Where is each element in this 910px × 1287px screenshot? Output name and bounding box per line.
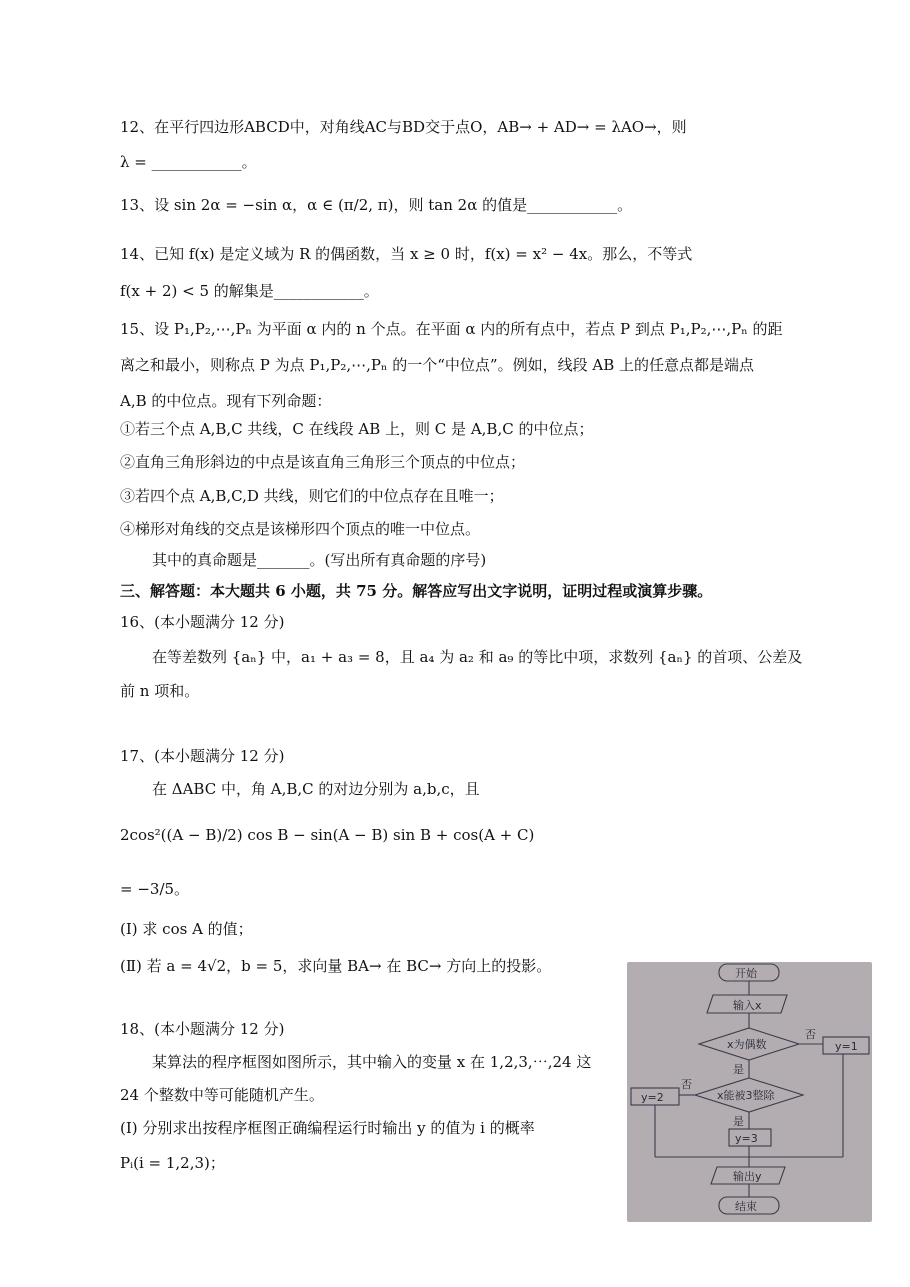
q17-part2: (Ⅱ) 若 a = 4√2，b = 5，求向量 BA→ 在 BC→ 方向上的投影。 bbox=[120, 957, 552, 975]
y2-label: y=2 bbox=[641, 1091, 664, 1104]
section-heading: 三、解答题：本大题共 6 小题，共 75 分。解答应写出文字说明，证明过程或演算步骤。 bbox=[120, 582, 713, 600]
yes-label-2: 是 bbox=[733, 1115, 744, 1128]
q18-header: 18、(本小题满分 12 分) bbox=[120, 1020, 285, 1038]
yes-label-1: 是 bbox=[733, 1063, 744, 1076]
q15-item2: ②直角三角形斜边的中点是该直角三角形三个顶点的中位点； bbox=[120, 453, 526, 471]
q18-part1-b: Pᵢ(i = 1,2,3)； bbox=[120, 1154, 225, 1172]
flowchart-diagram bbox=[627, 962, 872, 1222]
q12-line2: λ = ____________。 bbox=[120, 153, 257, 171]
q17-line1: 在 ΔABC 中，角 A,B,C 的对边分别为 a,b,c，且 bbox=[152, 780, 480, 798]
q12-line1: 12、在平行四边形ABCD中，对角线AC与BD交于点O，AB→ + AD→ = λAO→，则 bbox=[120, 118, 687, 136]
q15-line1: 15、设 P₁,P₂,⋯,Pₙ 为平面 α 内的 n 个点。在平面 α 内的所有点中，若点 P 到点 P₁,P₂,⋯,Pₙ 的距 bbox=[120, 320, 783, 338]
no-label-1: 否 bbox=[805, 1028, 816, 1041]
y1-label: y=1 bbox=[835, 1040, 858, 1053]
q16-header: 16、(本小题满分 12 分) bbox=[120, 613, 285, 631]
q15-item1: ①若三个点 A,B,C 共线，C 在线段 AB 上，则 C 是 A,B,C 的中位点； bbox=[120, 420, 594, 438]
start-label: 开始 bbox=[735, 967, 757, 980]
q18-part1: (Ⅰ) 分别求出按程序框图正确编程运行时输出 y 的值为 i 的概率 bbox=[120, 1119, 535, 1137]
q17-part1: (Ⅰ) 求 cos A 的值； bbox=[120, 920, 253, 938]
q15-answer: 其中的真命题是_______。(写出所有真命题的序号) bbox=[152, 551, 487, 569]
q18-line1: 某算法的程序框图如图所示，其中输入的变量 x 在 1,2,3,⋯,24 这 bbox=[152, 1053, 592, 1071]
flowchart-photo bbox=[627, 962, 872, 1222]
y3-label: y=3 bbox=[735, 1132, 758, 1145]
input-label: 输入x bbox=[733, 999, 762, 1012]
q15-item3: ③若四个点 A,B,C,D 共线，则它们的中位点存在且唯一； bbox=[120, 487, 504, 505]
q13-line: 13、设 sin 2α = −sin α，α ∈ (π/2, π)，则 tan 2α 的值是____________。 bbox=[120, 196, 633, 214]
output-label: 输出y bbox=[733, 1170, 762, 1183]
q14-line1: 14、已知 f(x) 是定义域为 R 的偶函数，当 x ≥ 0 时，f(x) = x² − 4x。那么，不等式 bbox=[120, 245, 693, 263]
no-label-2: 否 bbox=[681, 1078, 692, 1091]
q16-line2: 前 n 项和。 bbox=[120, 682, 200, 700]
div3-label: x能被3整除 bbox=[717, 1089, 775, 1102]
q15-item4: ④梯形对角线的交点是该梯形四个顶点的唯一中位点。 bbox=[120, 520, 481, 538]
end-label: 结束 bbox=[735, 1200, 757, 1213]
q18-line2: 24 个整数中等可能随机产生。 bbox=[120, 1086, 324, 1104]
even-label: x为偶数 bbox=[727, 1038, 767, 1051]
q15-line2: 离之和最小，则称点 P 为点 P₁,P₂,⋯,Pₙ 的一个“中位点”。例如，线段 AB 上的任意点都是端点 bbox=[120, 356, 754, 374]
q15-line3: A,B 的中位点。现有下列命题： bbox=[120, 392, 332, 410]
q17-result: = −3/5。 bbox=[120, 880, 190, 898]
q17-formula: 2cos²((A − B)/2) cos B − sin(A − B) sin B + cos(A + C) bbox=[120, 826, 535, 844]
q16-line1: 在等差数列 {aₙ} 中，a₁ + a₃ = 8，且 a₄ 为 a₂ 和 a₉ 的等比中项，求数列 {aₙ} 的首项、公差及 bbox=[152, 648, 803, 666]
q14-line2: f(x + 2) < 5 的解集是____________。 bbox=[120, 282, 379, 300]
q17-header: 17、(本小题满分 12 分) bbox=[120, 747, 285, 765]
